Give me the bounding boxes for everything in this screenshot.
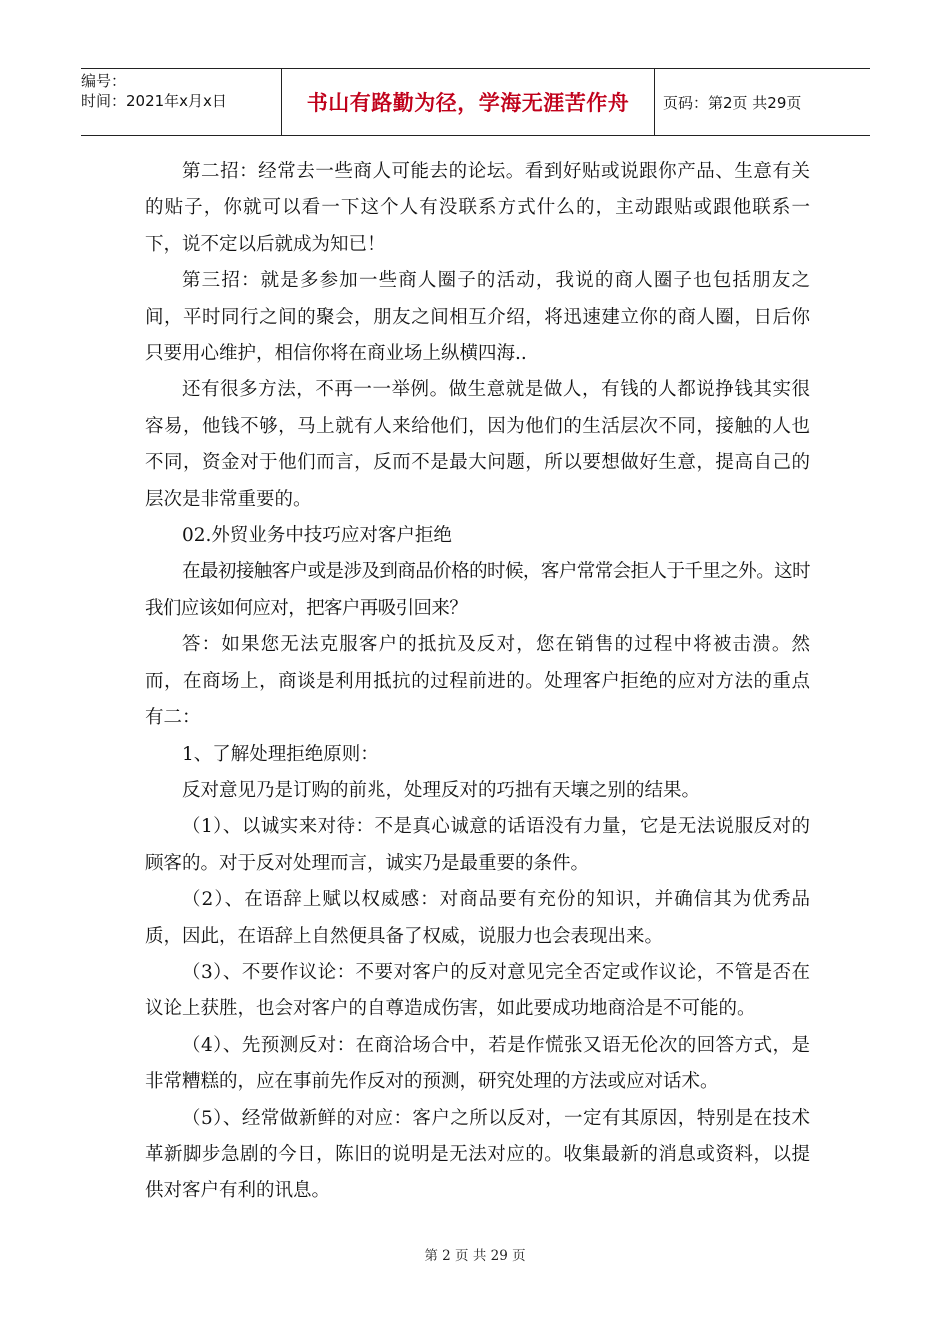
list-item: （2）、在语辞上赋以权威感：对商品要有充份的知识，并确信其为优秀品质，因此，在语辞上自然便具备了权威，说服力也会表现出来。 <box>145 889 810 947</box>
paragraph: 第三招：就是多参加一些商人圈子的活动，我说的商人圈子也包括朋友之间，平时同行之间的聚会，朋友之间相互介绍，将迅速建立你的商人圈，日后你只要用心维护，相信你将在商业场上纵横四海.. <box>145 270 810 365</box>
list-item: （3）、不要作议论：不要对客户的反对意见完全否定或作议论，不管是否在议论上获胜，也会对客户的自尊造成伤害，如此要成功地商洽是不可能的。 <box>145 961 810 1020</box>
page-footer: 第 2 页 共 29 页 <box>424 1248 526 1264</box>
document-body <box>145 154 810 1210</box>
page-header <box>81 68 870 136</box>
section-heading: 02.外贸业务中技巧应对客户拒绝 <box>182 525 452 547</box>
list-item: （5）、经常做新鲜的对应：客户之所以反对，一定有其原因，特别是在技术革新脚步急剧的今日，陈旧的说明是无法对应的。收集最新的消息或资料，以提供对客户有利的讯息。 <box>145 1107 810 1202</box>
paragraph: 反对意见乃是订购的前兆，处理反对的巧拙有天壤之别的结果。 <box>182 779 701 801</box>
list-heading: 1、了解处理拒绝原则： <box>182 743 379 765</box>
paragraph: 还有很多方法，不再一一举例。做生意就是做人，有钱的人都说挣钱其实很容易，他钱不够，马上就有人来给他们，因为他们的生活层次不同，接触的人也不同，资金对于他们而言，反而不是最大问题，所以要想做好生意，提高自己的层次是非常重要的。 <box>145 379 810 510</box>
header-time-label: 时间：2021年x月x日 <box>81 92 227 110</box>
paragraph: 在最初接触客户或是涉及到商品价格的时候，客户常常会拒人于千里之外。这时我们应该如何应对，把客户再吸引回来？ <box>145 561 810 619</box>
list-item: （1）、以诚实来对待：不是真心诚意的话语没有力量，它是无法说服反对的顾客的。对于反对处理而言，诚实乃是最重要的条件。 <box>145 816 810 874</box>
header-motto: 书山有路勤为径，学海无涯苦作舟 <box>281 69 655 135</box>
paragraph: 答：如果您无法克服客户的抵抗及反对，您在销售的过程中将被击溃。然而，在商场上，商谈是利用抵抗的过程前进的。处理客户拒绝的应对方法的重点有二： <box>145 634 810 729</box>
list-item: （4）、先预测反对：在商洽场合中，若是作慌张又语无伦次的回答方式，是非常糟糕的，应在事前先作反对的预测，研究处理的方法或应对话术。 <box>145 1034 810 1093</box>
header-meta <box>81 69 281 135</box>
paragraph: 第二招：经常去一些商人可能去的论坛。看到好贴或说跟你产品、生意有关的贴子，你就可以看一下这个人有没联系方式什么的，主动跟贴或跟他联系一下，说不定以后就成为知已！ <box>145 161 810 255</box>
header-number-label: 编号： <box>81 72 127 90</box>
header-page-label: 页码：第2页 共29页 <box>663 93 802 112</box>
